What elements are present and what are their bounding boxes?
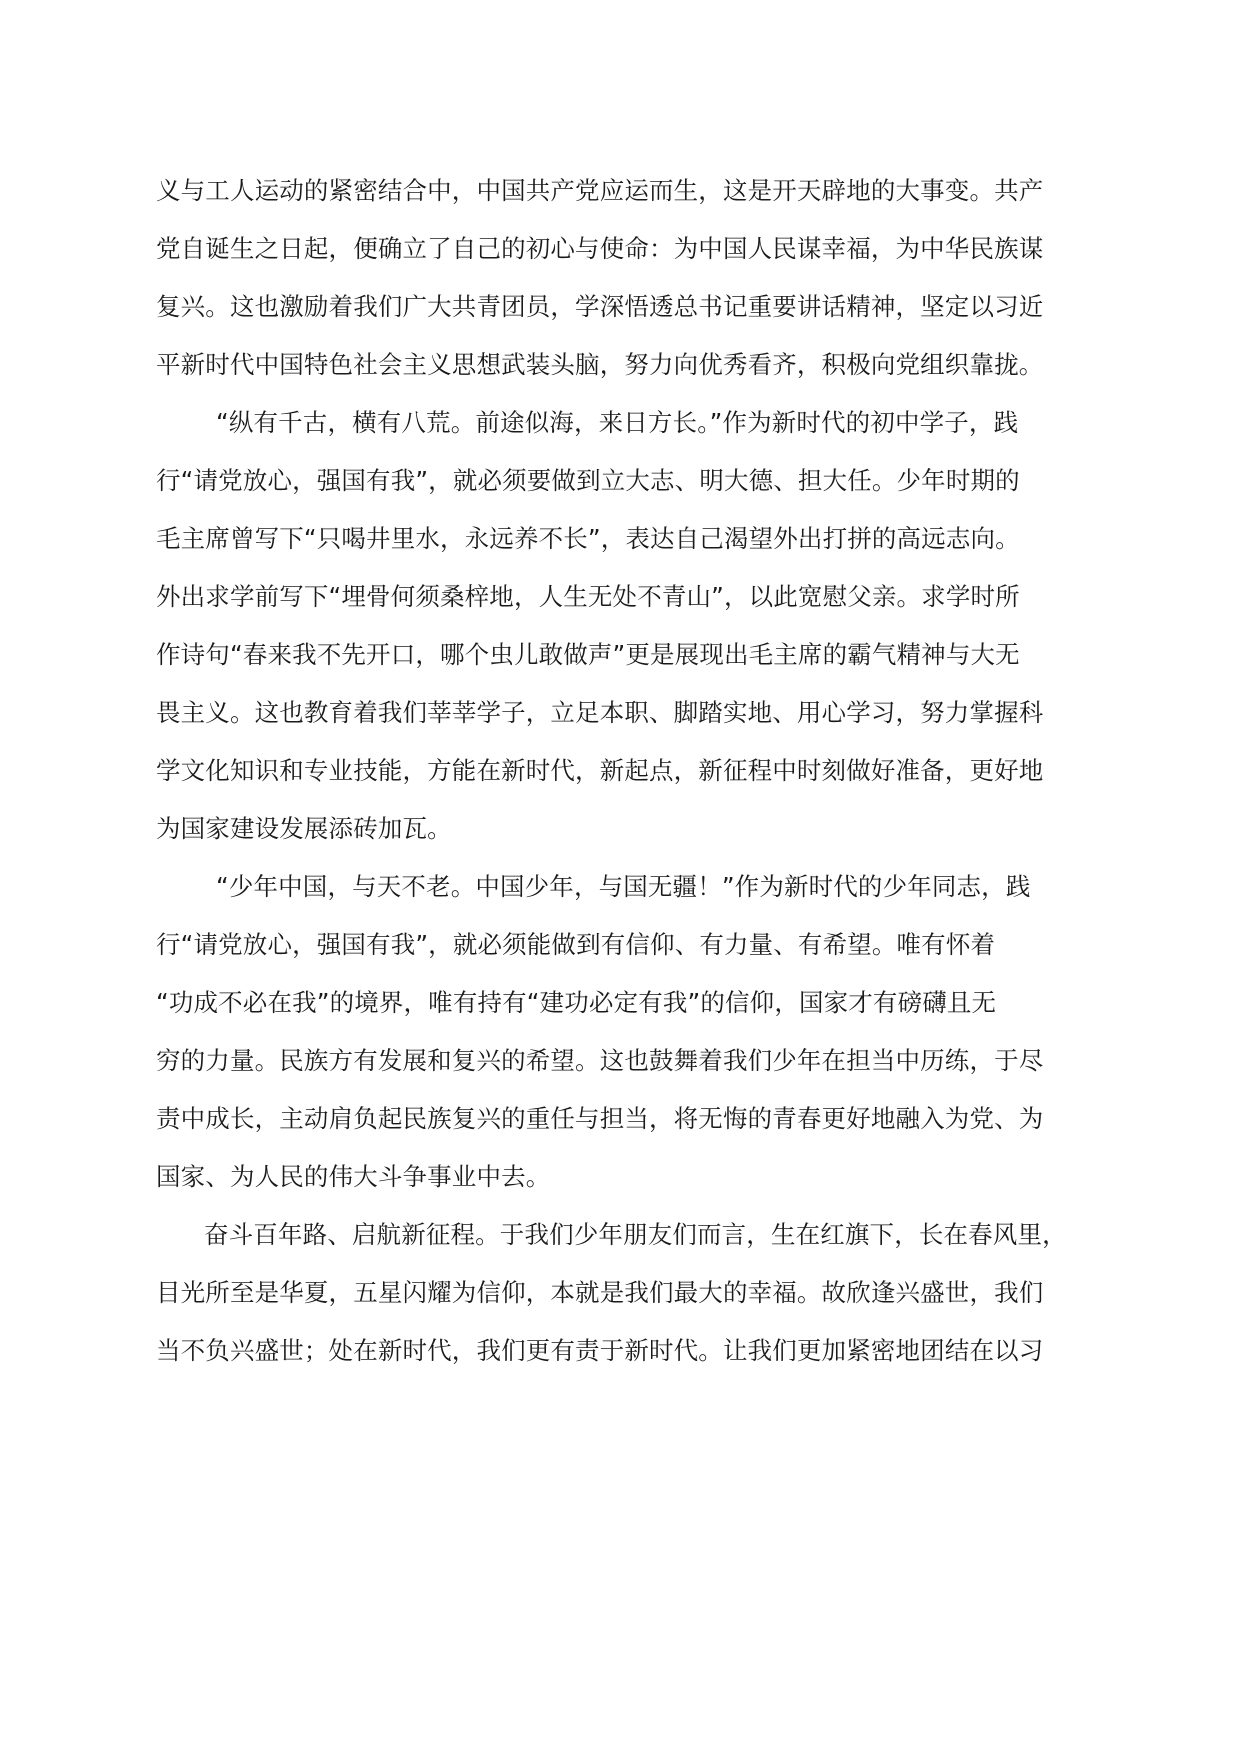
text-line: 目光所至是华夏，五星闪耀为信仰，本就是我们最大的幸福。故欣逢兴盛世，我们 [156,1278,1044,1307]
text-line: 为国家建设发展添砖加瓦。 [156,814,452,843]
text-line: 穷的力量。民族方有发展和复兴的希望。这也鼓舞着我们少年在担当中历练，于尽 [156,1046,1044,1075]
text-line: 义与工人运动的紧密结合中，中国共产党应运而生，这是开天辟地的大事变。共产 [156,176,1044,205]
text-line: 复兴。这也激励着我们广大共青团员，学深悟透总书记重要讲话精神，坚定以习近 [156,292,1044,321]
text-line: 国家、为人民的伟大斗争事业中去。 [156,1162,551,1191]
text-line: 外出求学前写下“埋骨何须桑梓地，人生无处不青山”，以此宽慰父亲。求学时所 [156,582,1020,611]
text-line: 平新时代中国特色社会主义思想武装头脑，努力向优秀看齐，积极向党组织靠拢。 [156,350,1044,379]
paragraph-first-line: “少年中国，与天不老。中国少年，与国无疆！”作为新时代的少年同志，践 [216,872,1031,901]
text-line: 行“请党放心，强国有我”，就必须能做到有信仰、有力量、有希望。唯有怀着 [156,930,996,959]
text-line: “功成不必在我”的境界，唯有持有“建功必定有我”的信仰，国家才有磅礴且无 [156,988,997,1017]
text-line: 学文化知识和专业技能，方能在新时代，新起点，新征程中时刻做好准备，更好地 [156,756,1044,785]
text-line: 行“请党放心，强国有我”，就必须要做到立大志、明大德、担大任。少年时期的 [156,466,1020,495]
text-line: 党自诞生之日起，便确立了自己的初心与使命：为中国人民谋幸福，为中华民族谋 [156,234,1044,263]
text-line: 畏主义。这也教育着我们莘莘学子，立足本职、脚踏实地、用心学习，努力掌握科 [156,698,1044,727]
paragraph-first-line: 奋斗百年路、启航新征程。于我们少年朋友们而言，生在红旗下，长在春风里， [204,1220,1067,1249]
text-line: 作诗句“春来我不先开口，哪个虫儿敢做声”更是展现出毛主席的霸气精神与大无 [156,640,1020,669]
paragraph-first-line: “纵有千古，横有八荒。前途似海，来日方长。”作为新时代的初中学子，践 [216,408,1019,437]
text-line: 当不负兴盛世；处在新时代，我们更有责于新时代。让我们更加紧密地团结在以习 [156,1336,1044,1365]
text-line: 责中成长，主动肩负起民族复兴的重任与担当，将无悔的青春更好地融入为党、为 [156,1104,1044,1133]
text-line: 毛主席曾写下“只喝井里水，永远养不长”，表达自己渴望外出打拼的高远志向。 [156,524,1020,553]
